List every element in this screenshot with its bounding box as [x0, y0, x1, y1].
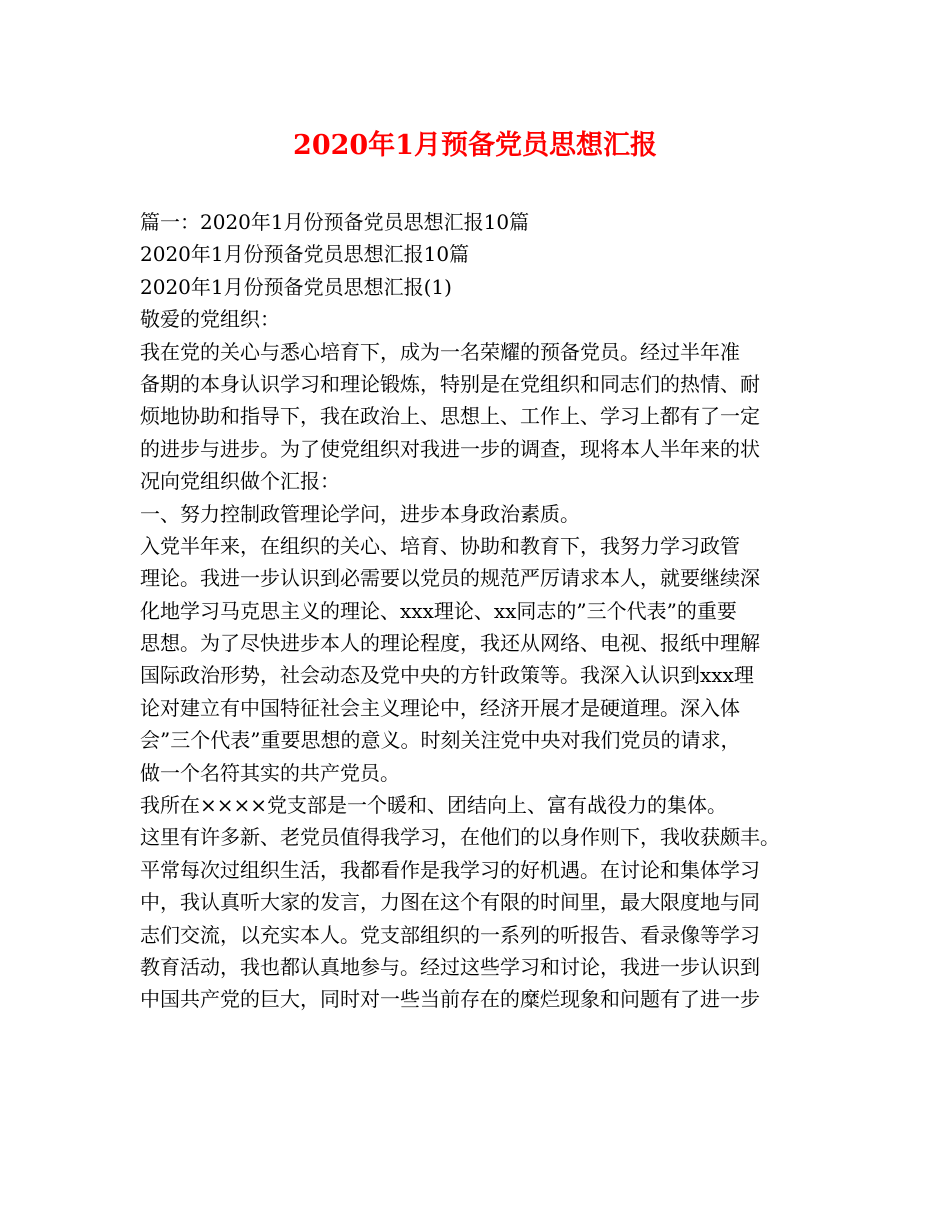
- body-line: 教育活动，我也都认真地参与。经过这些学习和讨论，我进一步认识到: [140, 954, 760, 979]
- document-title: 2020年1月预备党员思想汇报: [293, 130, 657, 161]
- body-line: 2020年1月份预备党员思想汇报(1): [140, 274, 452, 299]
- body-line: 的进步与进步。为了使党组织对我进一步的调查，现将本人半年来的状: [140, 436, 760, 461]
- body-line: 中，我认真听大家的发言，力图在这个有限的时间里，最大限度地与同: [140, 890, 760, 915]
- body-line: 做一个名符其实的共产党员。: [140, 760, 400, 785]
- body-line: 一、努力控制政管理论学问，进步本身政治素质。: [140, 501, 580, 526]
- body-line: 2020年1月份预备党员思想汇报10篇: [140, 242, 470, 267]
- body-line: 志们交流，以充实本人。党支部组织的一系列的听报告、看录像等学习: [140, 922, 760, 947]
- body-line: 况向党组织做个汇报：: [140, 469, 340, 494]
- body-line: 备期的本身认识学习和理论锻炼，特别是在党组织和同志们的热情、耐: [140, 371, 760, 396]
- body-line: 理论。我进一步认识到必需要以党员的规范严厉请求本人，就要继续深: [140, 566, 760, 591]
- body-line: 我在党的关心与悉心培育下，成为一名荣耀的预备党员。经过半年准: [140, 339, 740, 364]
- body-line: 平常每次过组织生活，我都看作是我学习的好机遇。在讨论和集体学习: [140, 857, 760, 882]
- body-line: 篇一：2020年1月份预备党员思想汇报10篇: [140, 210, 530, 234]
- body-line: 我所在××××党支部是一个暖和、团结向上、富有战役力的集体。: [140, 793, 728, 818]
- body-line: 国际政治形势，社会动态及党中央的方针政策等。我深入认识到xxx理: [140, 663, 754, 688]
- body-line: 敬爱的党组织：: [140, 307, 280, 332]
- body-line: 论对建立有中国特征社会主义理论中，经济开展才是硬道理。深入体: [140, 695, 740, 720]
- body-line: 化地学习马克思主义的理论、xxx理论、xx同志的”三个代表”的重要: [140, 598, 737, 623]
- body-line: 中国共产党的巨大，同时对一些当前存在的糜烂现象和问题有了进一步: [140, 987, 760, 1012]
- body-line: 烦地协助和指导下，我在政治上、思想上、工作上、学习上都有了一定: [140, 404, 760, 429]
- body-line: 思想。为了尽快进步本人的理论程度，我还从网络、电视、报纸中理解: [140, 631, 760, 656]
- body-line: 会”三个代表”重要思想的意义。时刻关注党中央对我们党员的请求，: [140, 728, 741, 753]
- body-line: 这里有许多新、老党员值得我学习，在他们的以身作则下，我收获颇丰。: [140, 825, 780, 850]
- document-body: [140, 206, 840, 1016]
- body-line: 入党半年来，在组织的关心、培育、协助和教育下，我努力学习政管: [140, 533, 740, 558]
